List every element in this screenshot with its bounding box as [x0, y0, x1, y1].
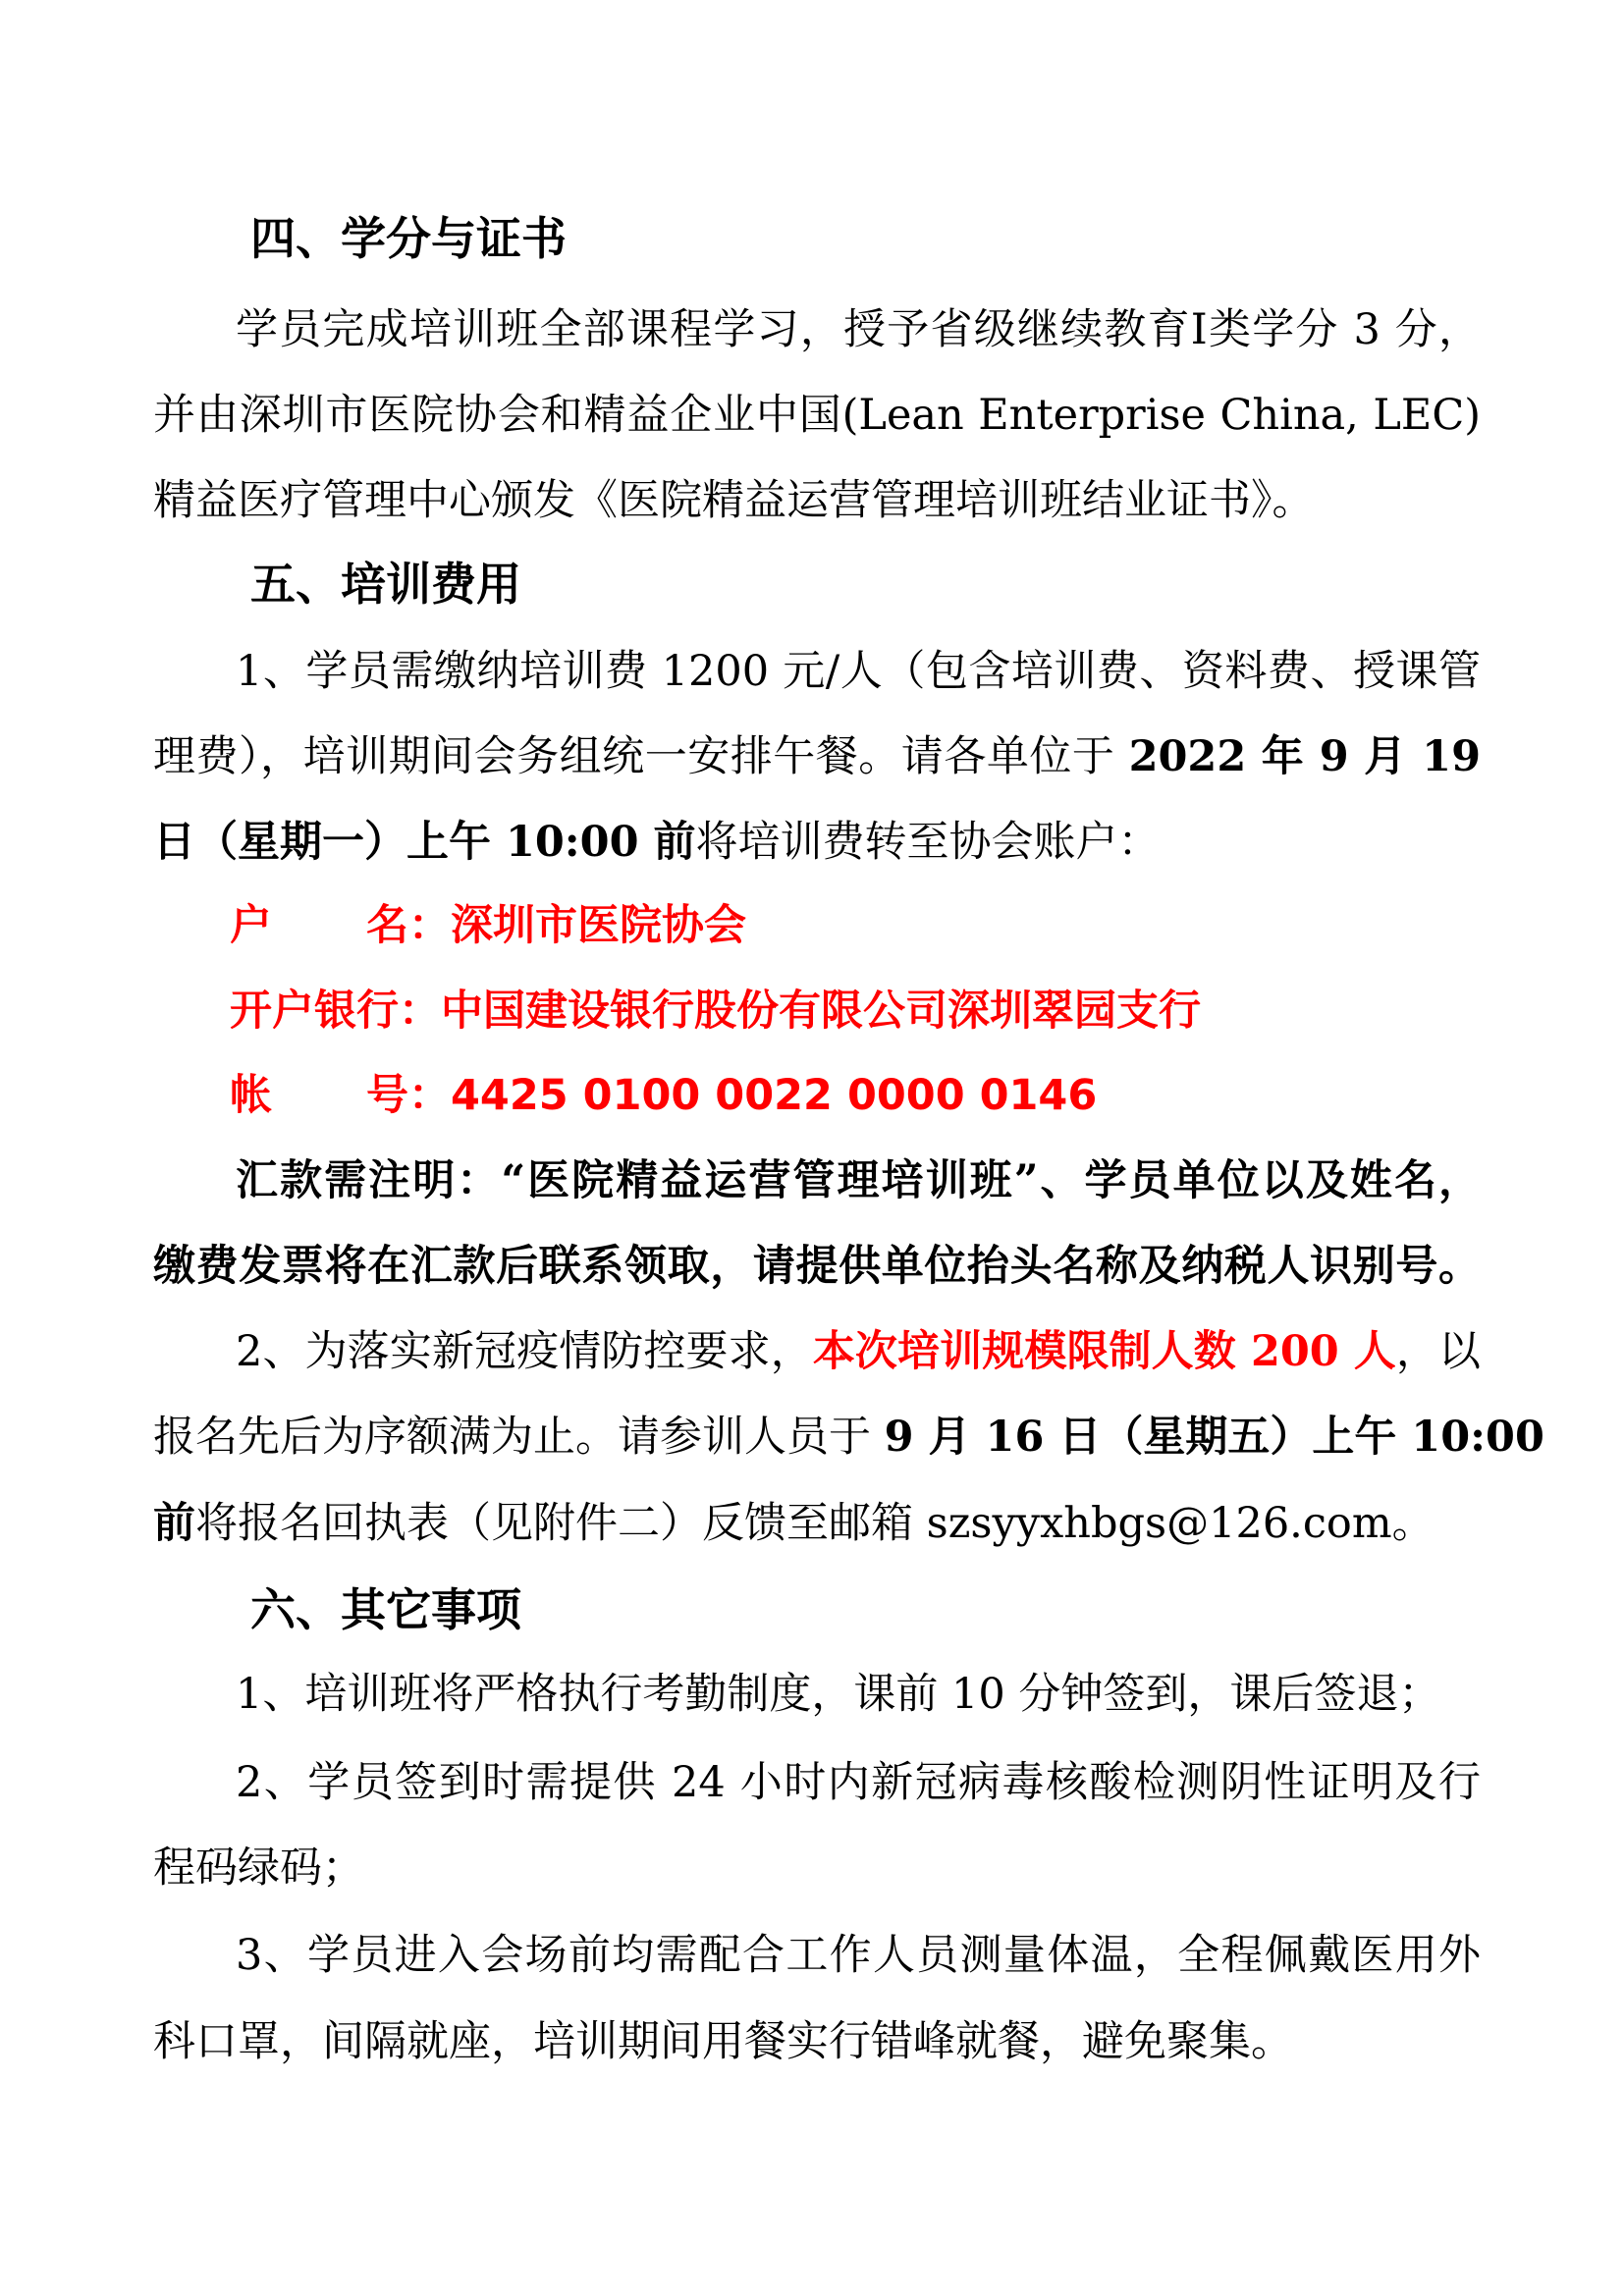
text-segment: 2、为落实新冠疫情防控要求， [236, 1327, 813, 1376]
account-number-row [230, 1066, 1097, 1125]
text-segment: 2022 年 9 月 19 [1128, 732, 1481, 781]
account-name-label: 户 [230, 901, 272, 950]
text-segment: 3、学员进入会场前均需配合工作人员测量体温，全程佩戴医用外 [236, 1931, 1481, 1980]
text-segment: 1、培训班将严格执行考勤制度，课前 10 分钟签到，课后签退； [236, 1670, 1441, 1719]
fee-item-1-line [153, 727, 1481, 786]
text-segment: 并由深圳市医院协会和精益企业中国(Lean Enterprise China, LEC) [153, 391, 1481, 440]
text-segment: 报名先后为序额满为止。请参训人员于 [153, 1413, 885, 1462]
other-item-line [153, 1839, 1481, 1897]
text-segment: 理费），培训期间会务组统一安排午餐。请各单位于 [153, 732, 1129, 781]
other-item-line [153, 2012, 1481, 2071]
text-segment: 本次培训规模限制人数 200 人 [812, 1327, 1396, 1376]
account-number-label-suffix: 号： [366, 1071, 451, 1120]
fee-item-2-line [153, 1408, 1544, 1467]
account-name-label-suffix: 名： [366, 901, 451, 950]
text-segment: ，以 [1395, 1327, 1481, 1376]
text-segment: 学员完成培训班全部课程学习，授予省级继续教育Ⅰ类学分 3 分， [236, 305, 1481, 354]
fee-item-2-line [236, 1322, 1481, 1381]
text-segment: 科口罩，间隔就座，培训期间用餐实行错峰就餐，避免聚集。 [153, 2017, 1293, 2066]
section-4-paragraph-line [236, 300, 1481, 359]
other-item-line [236, 1926, 1481, 1985]
fee-item-1-line [153, 813, 1481, 872]
other-item-line [236, 1753, 1481, 1812]
text-segment: 2、学员签到时需提供 24 小时内新冠病毒核酸检测阴性证明及行 [236, 1758, 1481, 1807]
account-number-value: 4425 0100 0022 0000 0146 [451, 1071, 1098, 1120]
account-bank-value: 中国建设银行股份有限公司深圳翠园支行 [441, 987, 1201, 1036]
text-segment: 汇款需注明：“医院精益运营管理培训班”、学员单位以及姓名， [236, 1156, 1481, 1205]
fee-item-2-line [153, 1494, 1481, 1553]
section-6-heading: 六、其它事项 [250, 1583, 521, 1636]
account-number-label: 帐 [230, 1071, 272, 1120]
remittance-note-line [236, 1151, 1481, 1210]
fee-item-1-line [236, 642, 1481, 701]
text-segment: 精益医疗管理中心颁发《医院精益运营管理培训班结业证书》。 [153, 476, 1315, 525]
text-segment: 9 月 16 日（星期五）上午 10:00 [884, 1413, 1544, 1462]
account-name-value: 深圳市医院协会 [451, 901, 746, 950]
account-bank-label: 开户银行： [230, 987, 441, 1036]
section-5-heading: 五、培训费用 [250, 558, 521, 611]
section-4-paragraph-line [153, 471, 1481, 530]
text-segment: 将培训费转至协会账户： [695, 818, 1161, 867]
text-segment: 1、学员需缴纳培训费 1200 元/人（包含培训费、资料费、授课管 [236, 647, 1481, 696]
text-segment: 缴费发票将在汇款后联系领取，请提供单位抬头名称及纳税人识别号。 [153, 1242, 1481, 1291]
section-4-paragraph-line [153, 386, 1481, 445]
text-segment: 日（星期一）上午 10:00 前 [153, 818, 696, 867]
account-bank-row [230, 982, 1201, 1041]
section-4-heading: 四、学分与证书 [250, 212, 567, 265]
remittance-note-line [153, 1237, 1481, 1296]
account-name-row [230, 896, 746, 955]
text-segment: 程码绿码； [153, 1843, 364, 1893]
other-item-line [236, 1665, 1481, 1724]
text-segment: 将报名回执表（见附件二）反馈至邮箱 szsyyxhbgs@126.com。 [195, 1499, 1435, 1548]
text-segment: 前 [153, 1499, 195, 1548]
